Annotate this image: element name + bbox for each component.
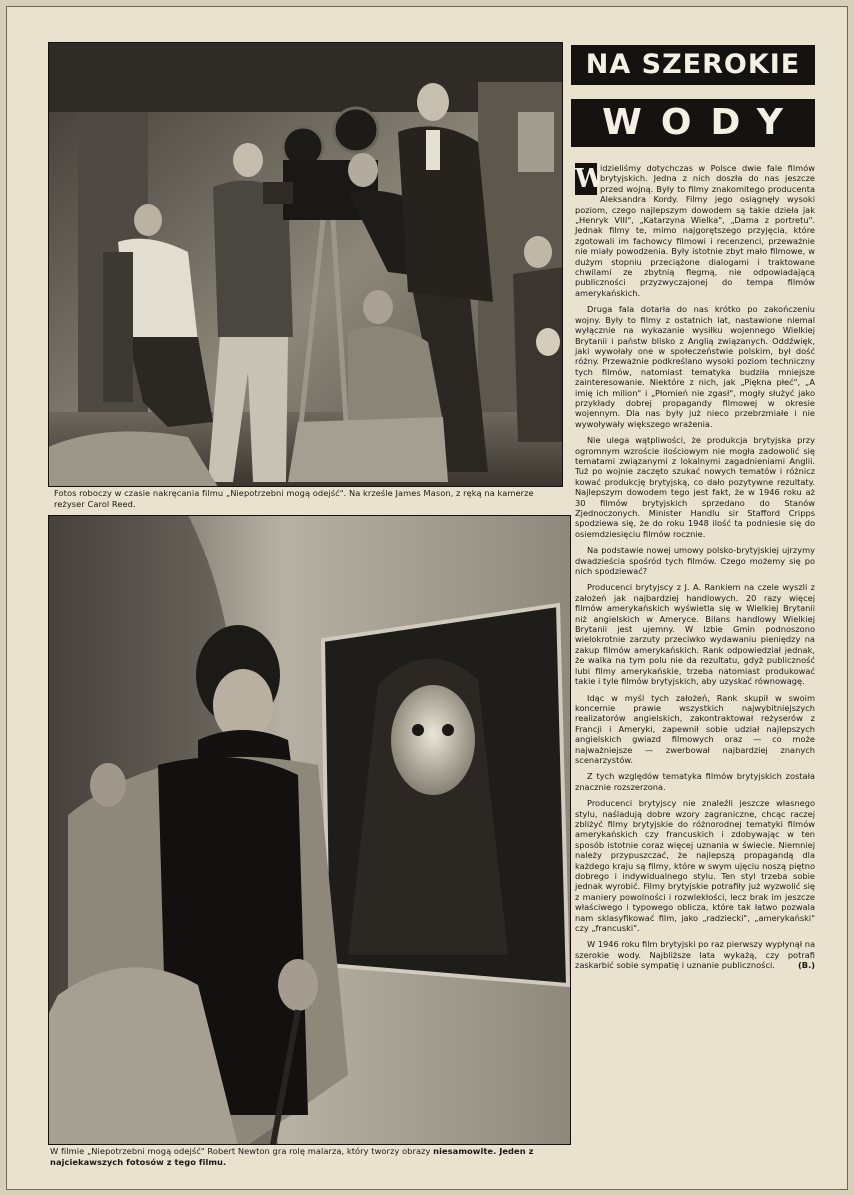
article-paragraph: Z tych względów tematyka filmów brytyjskich została znacznie rozszerzona.: [575, 771, 815, 792]
caption-bottom-text: W filmie „Niepotrzebni mogą odejść" Robert Newton gra rolę malarza, który tworzy obrazy: [50, 1146, 434, 1156]
paragraph-text: W 1946 roku film brytyjski po raz pierwszy wypłynął na szerokie wody. Najbliższe lata wykażą, czy potrafi zaskarbić sobie sympatię i uznanie publiczności.: [575, 939, 815, 971]
article-paragraph: Na podstawie nowej umowy polsko-brytyjskiej ujrzymy dwadzieścia spośród tych filmów. Czego możemy się po nich spodziewać?: [575, 545, 815, 577]
headline-line-1: NA SZEROKIE: [571, 45, 815, 85]
film-set-photo: [48, 42, 563, 487]
article-paragraph: Producenci brytyjscy z J. A. Rankiem na czele wyszli z założeń jak najbardziej handlowych. 20 razy więcej filmów amerykańskich wyświetla się w Wielkiej Brytanii niż angielskich w Ameryce. Bilans handlowy Wielkiej Brytanii jest ujemny. W Izbie Gmin podnoszono wielokrotnie zarzuty przeciwko wydawaniu pieniędzy na zakup filmów amerykańskich. Rank odpowiedział jednak, że walka na tym polu nie da rezultatu, gdyż publiczność lubi filmy amerykańskie, trzeba natomiast produkować takie i tyle filmów brytyjskich, aby uzyskać równowagę.: [575, 582, 815, 687]
article-paragraph: Idąc w myśl tych założeń, Rank skupił w swoim koncernie prawie wszystkich najwybitniejszych realizatorów angielskich, zakontraktował reżyserów z Francji i Ameryki, zapewnił sobie udział najlepszych angielskich gwiazd filmowych oraz — co może najważniejsze — zwerbował najbardziej znanych scenarzystów.: [575, 692, 815, 765]
article-paragraph: Producenci brytyjscy nie znaleźli jeszcze własnego stylu, naśladują dobre wzory zagraniczne, chcąc raczej zbliżyć filmy brytyjskie do różnorodnej tematyki filmów amerykańskich czy francuskich i zdobywając w ten sposób istotnie coraz więcej uznania w świecie. Niemniej należy przypuszczać, że najlepszą propagandą dla każdego kraju są filmy, które w swym ujęciu noszą piętno dobrego i indywidualnego stylu. Ten styl trzeba sobie jednak wyrobić. Filmy brytyjskie potrafiły już wyzwolić się z maniery powolności i rozwlekłości, lecz brak im jeszcze właściwego i typowego oblicza, które tak łatwo pozwala nam sklasyfikować film, jako „radziecki", „amerykański" czy „francuski".: [575, 798, 815, 934]
article-paragraph: [575, 163, 815, 298]
article-paragraph: [575, 939, 815, 970]
drop-cap: W: [575, 164, 605, 194]
caption-bottom-bold: niesamowite. Jeden z najciekawszych fotosów z tego filmu.: [50, 1146, 534, 1168]
actor-painting-photo: [48, 515, 571, 1145]
article-paragraph: Druga fala dotarła do nas krótko po zakończeniu wojny. Były to filmy z ostatnich lat, nastawione niemal wyłącznie na wykazanie wysiłku wojennego Wielkiej Brytanii i państw blisko z Anglią związanych. Oddźwięk, jaki wywołały one w społeczeństwie polskim, był dość różny. Przeważnie podkreślano wysoki poziom techniczny tych filmów, natomiast tematyka budziła mniejsze zainteresowanie. Niektóre z nich, jak „Piękna płeć", „A imię ich milion" i „Płomień nie zgasł", mogły służyć jako przykłady dobrej propagandy filmowej w okresie wojennym. Dla nas były już nieco przebrzmiałe i nie wywoływały większego wrażenia.: [575, 304, 815, 429]
author-signature: (B.): [798, 960, 815, 971]
photo-caption-bottom: [50, 1146, 550, 1169]
photo-caption-top: Fotos roboczy w czasie nakręcania filmu „Niepotrzebni mogą odejść". Na krześle James Mason, z ręką na kamerze reżyser Carol Reed.: [54, 488, 534, 510]
headline-line-2: WODY: [571, 99, 815, 147]
article-paragraph: Nie ulega wątpliwości, że produkcja brytyjska przy ogromnym wzroście ilościowym nie mogła zadowolić się tematami związanymi z lokalnymi zagadnieniami Anglii. Tuż po wojnie zaczęto szukać nowych tematów i różnicz kować produkcję brytyjską, co dało pozytywne rezultaty. Najlepszym dowodem tego jest fakt, że w 1946 roku aż 30 filmów brytyjskich sprzedano do Stanów Zjednoczonych. Minister Handlu sir Stafford Cripps spodziewa się, że do roku 1948 ilość ta podniesie się do osiemdziesięciu filmów rocznie.: [575, 435, 815, 539]
article-body: [575, 163, 815, 977]
paragraph-text: idzieliśmy dotychczas w Polsce dwie fale filmów brytyjskich. Jedna z nich doszła do nas jeszcze przed wojną. Były to filmy znakomitego producenta Aleksandra Kordy. Filmy jego osiągnęły wysoki poziom, czego najlepszym dowodem są takie dzieła jak „Henryk VIII", „Katarzyna Wielka", „Dama z portretu". Jednak filmy te, mimo najgorętszego przyjęcia, które zgotowali im fachowcy filmowi i recenzenci, przeważnie nie miały powodzenia. Były istotnie zbyt mało filmowe, w dużym stopniu przeciążone dialogami i traktowane chwilami ze zbytnią flegmą, nie odpowiadającą publiczności przyzwyczajonej do tempa filmów amerykańskich.: [575, 163, 815, 298]
